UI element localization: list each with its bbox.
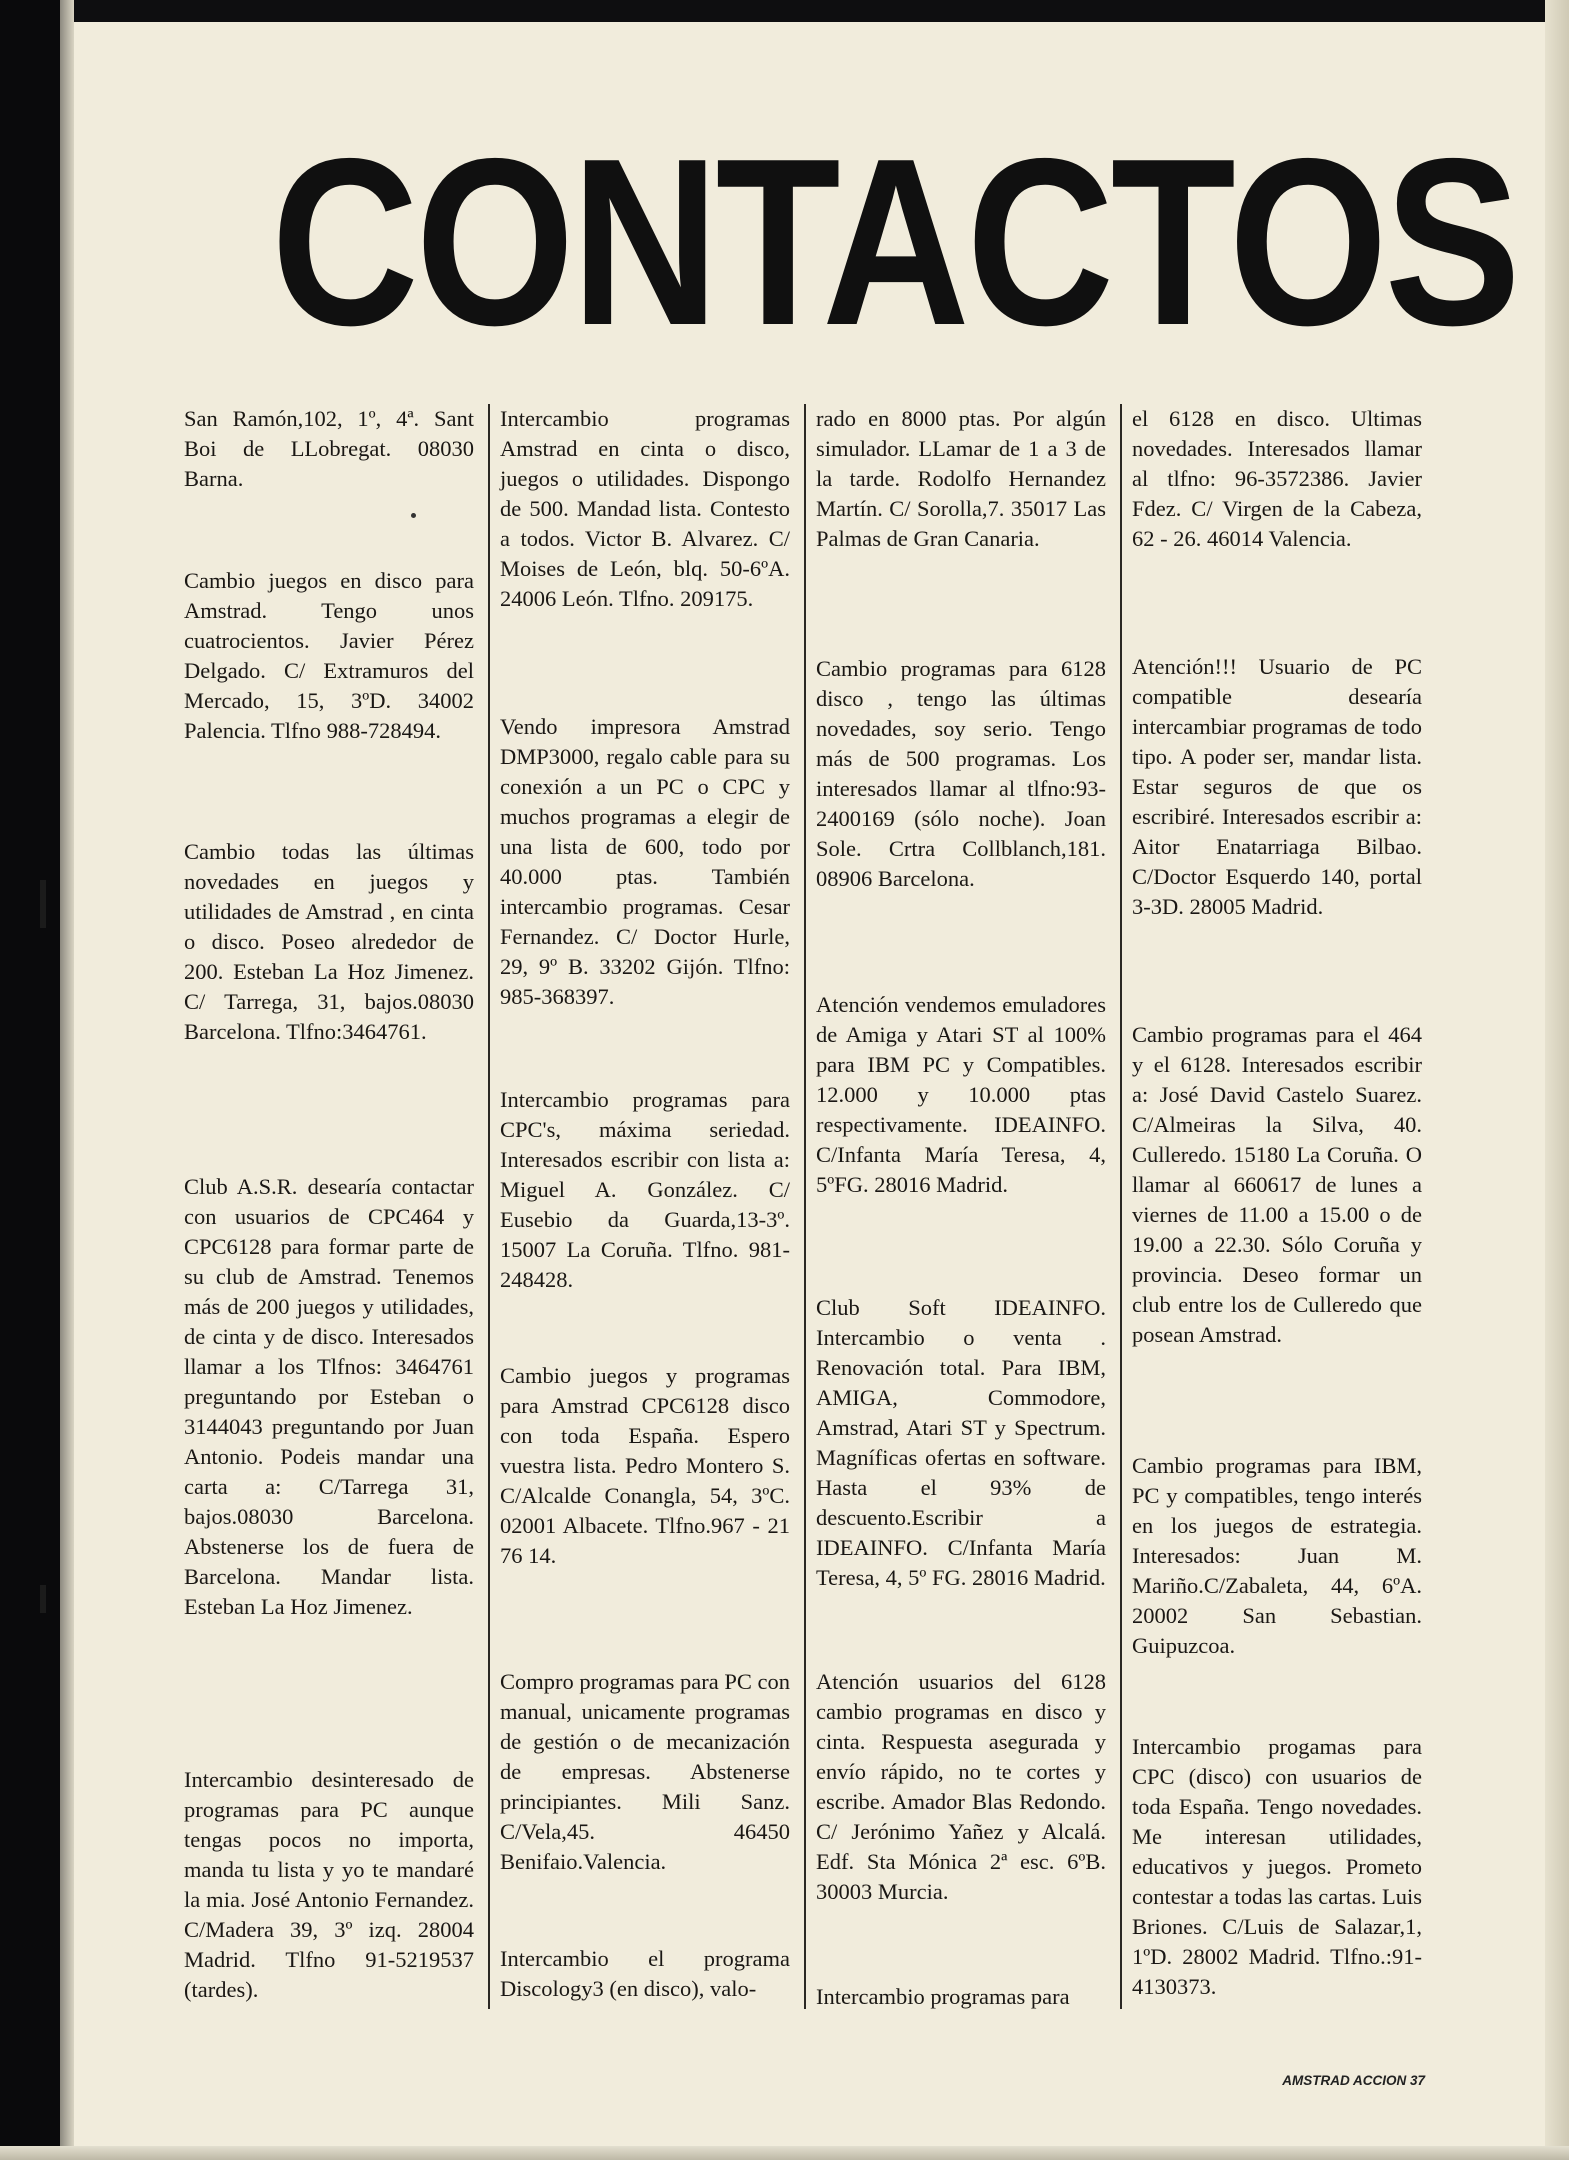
- classified-ad: Cambio todas las últimas novedades en juegos y utilidades de Amstrad , en cinta o disco. Poseo alrededor de 200. Esteban La Hoz Jimenez. C/ Tarrega, 31, bajos.08030 Barcelona. Tlfno:3464761.: [184, 839, 474, 1044]
- scan-binding-edge: [0, 0, 60, 2160]
- classified-ad: Cambio juegos y programas para Amstrad CPC6128 disco con toda España. Espero vuestra lista. Pedro Montero S. C/Alcalde Conangla, 54, 3ºC. 02001 Albacete. Tlfno.967 - 21 76 14.: [500, 1363, 790, 1568]
- classified-ad: Club A.S.R. desearía contactar con usuarios de CPC464 y CPC6128 para formar parte de su club de Amstrad. Tenemos más de 200 juegos y utilidades, de cinta y de disco. Interesados llamar a los Tlfnos: 3464761 preguntando por Esteban o 3144043 preguntando por Juan Antonio. Podeis mandar una carta a: C/Tarrega 31, bajos.08030 Barcelona. Abstenerse los de fuera de Barcelona. Mandar lista. Esteban La Hoz Jimenez.: [184, 1174, 474, 1619]
- margin-mark: [40, 1585, 46, 1613]
- classified-ad: el 6128 en disco. Ultimas novedades. Interesados llamar al tlfno: 96-3572386. Javier Fdez. C/ Virgen de la Cabeza, 62 - 26. 46014 Valencia.: [1132, 406, 1422, 551]
- classified-ad: Intercambio programas para: [816, 1984, 1070, 2009]
- page-footer: AMSTRAD ACCION 37: [1282, 2073, 1425, 2088]
- column-2: [500, 404, 790, 2029]
- classified-ad: Intercambio progamas para CPC (disco) con usuarios de toda España. Tengo novedades. Me interesan utilidades, educativos y juegos. Prometo contestar a todas las cartas. Luis Briones. C/Luis de Salazar,1, 1ºD. 28002 Madrid. Tlfno.:91-4130373.: [1132, 1734, 1422, 1999]
- classified-ad: Intercambio programas para CPC's, máxima seriedad. Interesados escribir con lista a: Miguel A. González. C/ Eusebio da Guarda,13-3º. 15007 La Coruña. Tlfno. 981-248428.: [500, 1087, 790, 1292]
- classified-ad: Intercambio programas Amstrad en cinta o disco, juegos o utilidades. Dispongo de 500. Mandad lista. Contesto a todos. Victor B. Alvarez. C/ Moises de León, blq. 50-6ºA. 24006 León. Tlfno. 209175.: [500, 406, 790, 611]
- margin-mark: [40, 880, 46, 928]
- column-4: [1132, 404, 1422, 2029]
- page-title: CONTACTOS: [271, 110, 1518, 375]
- scan-top-border: [0, 0, 1569, 22]
- classified-ad: Atención usuarios del 6128 cambio programas en disco y cinta. Respuesta asegurada y envío rápido, no te cortes y escribe. Amador Blas Redondo. C/ Jerónimo Yañez y Alcalá. Edf. Sta Mónica 2ª esc. 6ºB. 30003 Murcia.: [816, 1669, 1106, 1904]
- classified-ad: Atención vendemos emuladores de Amiga y Atari ST al 100% para IBM PC y Compatibles. 12.000 y 10.000 ptas respectivamente. IDEAINFO. C/Infanta María Teresa, 4, 5ºFG. 28016 Madrid.: [816, 992, 1106, 1197]
- classified-ad: Club Soft IDEAINFO. Intercambio o venta . Renovación total. Para IBM, AMIGA, Commodore, Amstrad, Atari ST y Spectrum. Magníficas ofertas en software. Hasta el 93% de descuento.Escribir a IDEAINFO. C/Infanta María Teresa, 4, 5º FG. 28016 Madrid.: [816, 1295, 1106, 1590]
- classified-ad: Atención!!! Usuario de PC compatible desearía intercambiar programas de todo tipo. A poder ser, mandar lista. Estar seguros de que os escribiré. Interesados escribir a: Aitor Enatarriaga Bilbao. C/Doctor Esquerdo 140, portal 3-3D. 28005 Madrid.: [1132, 654, 1422, 919]
- binding-shadow: [60, 0, 74, 2160]
- classified-ad: rado en 8000 ptas. Por algún simulador. LLamar de 1 a 3 de la tarde. Rodolfo Hernandez Martín. C/ Sorolla,7. 35017 Las Palmas de Gran Canaria.: [816, 406, 1106, 551]
- scan-bottom-edge: [0, 2146, 1569, 2160]
- column-rule: [1120, 404, 1122, 2009]
- classified-ad: Cambio programas para 6128 disco , tengo las últimas novedades, soy serio. Tengo más de 500 programas. Los interesados llamar al tlfno:93-2400169 (sólo noche). Joan Sole. Crtra Collblanch,181. 08906 Barcelona.: [816, 656, 1106, 891]
- column-3: [816, 404, 1106, 2029]
- column-1: [184, 404, 474, 2029]
- scan-right-edge: [1545, 0, 1569, 2160]
- classified-ad: Vendo impresora Amstrad DMP3000, regalo cable para su conexión a un PC o CPC y muchos programas a elegir de una lista de 600, todo por 40.000 ptas. También intercambio programas. Cesar Fernandez. C/ Doctor Hurle, 29, 9º B. 33202 Gijón. Tlfno: 985-368397.: [500, 714, 790, 1009]
- column-rule: [488, 404, 490, 2009]
- classified-ad: Cambio juegos en disco para Amstrad. Tengo unos cuatrocientos. Javier Pérez Delgado. C/ Extramuros del Mercado, 15, 3ºD. 34002 Palencia. Tlfno 988-728494.: [184, 568, 474, 743]
- classified-ad: San Ramón,102, 1º, 4ª. Sant Boi de LLobregat. 08030 Barna.: [184, 406, 474, 491]
- classified-ad: Intercambio desinteresado de programas para PC aunque tengas pocos no importa, manda tu lista y yo te mandaré la mia. José Antonio Fernandez. C/Madera 39, 3º izq. 28004 Madrid. Tlfno 91-5219537 (tardes).: [184, 1767, 474, 2002]
- classified-ad: Intercambio el programa Discology3 (en disco), valo-: [500, 1946, 790, 2001]
- classified-ad: Cambio programas para el 464 y el 6128. Interesados escribir a: José David Castelo Suarez. C/Almeiras la Silva, 40. Culleredo. 15180 La Coruña. O llamar al 660617 de lunes a viernes de 11.00 a 15.00 o de 19.00 a 22.30. Sólo Coruña y provincia. Deseo formar un club entre los de Culleredo que posean Amstrad.: [1132, 1022, 1422, 1347]
- column-rule: [804, 404, 806, 2009]
- classified-ad: Compro programas para PC con manual, unicamente programas de gestión o de mecanización de empresas. Abstenerse principiantes. Mili Sanz. C/Vela,45. 46450 Benifaio.Valencia.: [500, 1669, 790, 1874]
- classified-ad: Cambio programas para IBM, PC y compatibles, tengo interés en los juegos de estrategia. Interesados: Juan M. Mariño.C/Zabaleta, 44, 6ºA. 20002 San Sebastian. Guipuzcoa.: [1132, 1453, 1422, 1658]
